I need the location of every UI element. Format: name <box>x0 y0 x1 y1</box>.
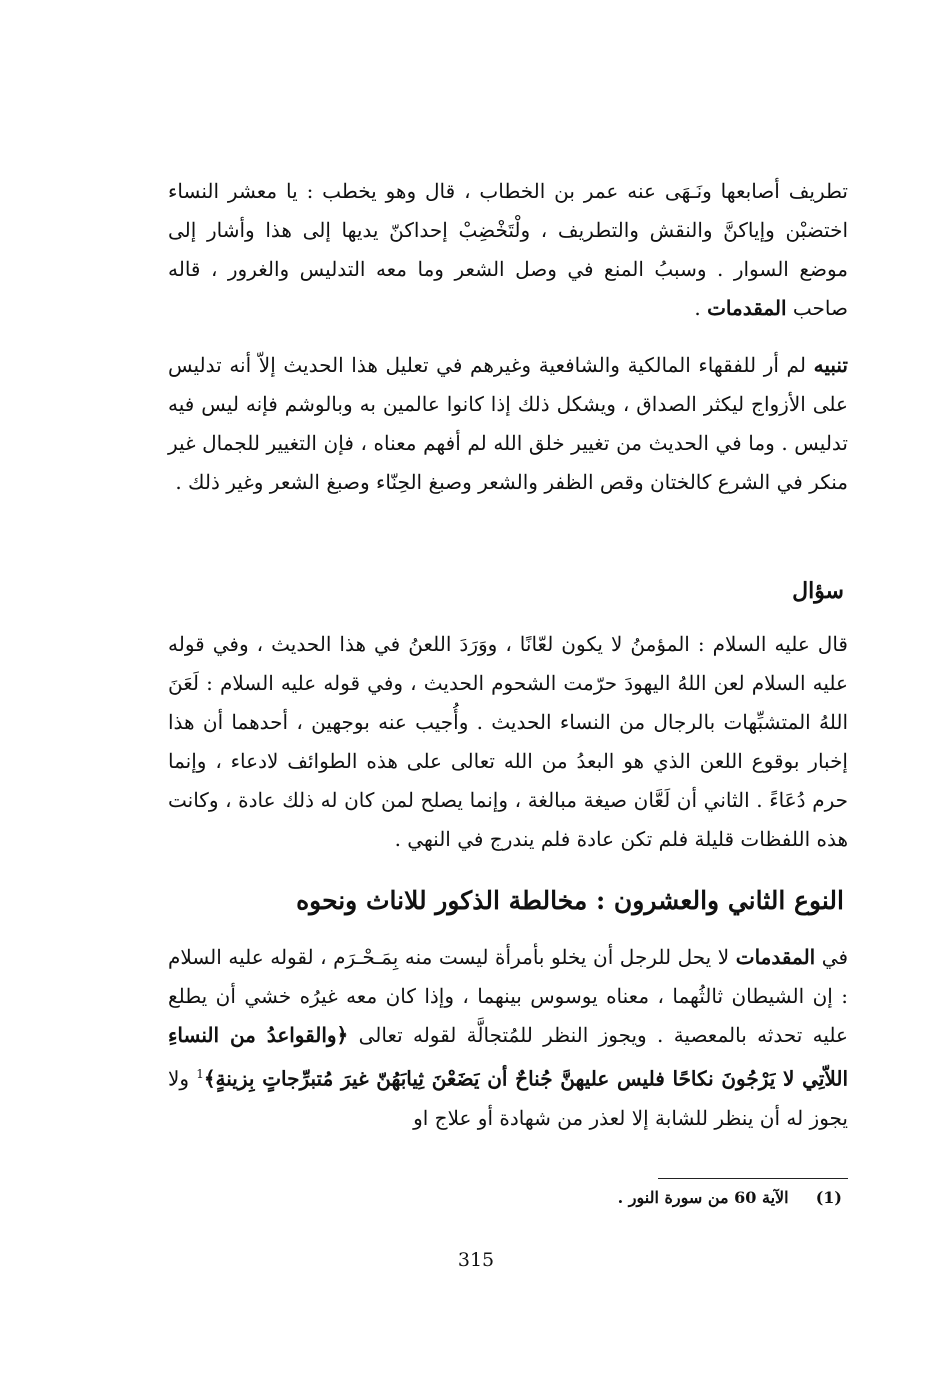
paragraph-2-bold-label: تنبيه <box>813 353 848 377</box>
section-heading: النوع الثاني والعشرون : مخالطة الذكور للاناث ونحوه <box>296 886 844 915</box>
quran-verse: ﴿والقواعدُ من النساءِ اللاّتِي لا يَرْجُونَ نكاحًا فليس عليهنَّ جُناحٌ أن يَضَعْنَ ثِيابَهُنّ غيرَ مُتبرِّجاتٍ بِزينةٍ﴾ <box>168 1023 849 1091</box>
question-heading: سؤال <box>792 578 844 604</box>
paragraph-4-bold-reference: المقدمات <box>735 945 816 969</box>
paragraph-4-prefix: في <box>815 945 848 969</box>
paragraph-3-text: قال عليه السلام : المؤمنُ لا يكون لعّانًا ، ووَرَدَ اللعنُ في هذا الحديث ، وفي قوله عليه السلام لعن اللهُ اليهودَ حرّمت الشحوم الحديث ، وفي قوله عليه السلام : لَعَنَ اللهُ المتشبِّهات بالرجال من النساء الحديث . وأُجيب عنه بوجهين ، أحدهما أن هذا إخبار بوقوع اللعن الذي هو البعدُ من الله تعالى على هذه الطوائف لادعاء ، وإنما حرم دُعَاءً . الثاني أن لَعَّان صيغة مبالغة ، وإنما يصلح لمن كان له ذلك عادة ، وكانت هذه اللفظات قليلة فلم تكن عادة فلم يندرج في النهي . <box>168 632 848 851</box>
footnote-marker[interactable]: 1 <box>196 1067 204 1081</box>
paragraph-1-text: تطريف أصابعها ونَـهَى عنه عمر بن الخطاب ، قال وهو يخطب : يا معشر النساء اختضبْن وإياكنَّ والنقش والتطريف ، ولْتَخْضِبْ إحداكنّ يديها إلى هذا وأشار إلى موضع السوار . وسببُ المنع في وصل الشعر وما معه التدليس والغرور ، قاله صاحب <box>168 179 848 320</box>
paragraph-4-after: ولا يجوز له أن ينظر للشابة إلا لعذر من شهادة أو علاج او <box>168 1066 848 1130</box>
footnote-number: (1) <box>815 1188 842 1207</box>
paragraph-4-text: لا يحل للرجل أن يخلو بأمرأة ليست منه بِمَـحْـرَم ، لقوله عليه السلام : إن الشيطان ثالثُهما ، معناه يوسوس بينهما ، وإذا كان معه غيرُه خشي أن يطلع عليه تحدثه بالمعصية . ويجوز النظر للمُتجالَّة لقوله تعالى <box>168 945 848 1047</box>
footnote-text: الآية 60 من سورة النور . <box>617 1188 789 1207</box>
paragraph-2-text: لم أر للفقهاء المالكية والشافعية وغيرهم في تعليل هذا الحديث إلاّ أنه تدليس على الأزواج ليكثر الصداق ، ويشكل ذلك إذا كانوا عالمين به وبالوشم فإنه ليس فيه تدليس . وما في الحديث من تغيير خلق الله لم أفهم معناه ، فإن التغيير للجمال غير منكر في الشرع كالختان وقص الظفر والشعر وصبغ الحِنّاء وصبغ الشعر وغير ذلك . <box>168 353 848 494</box>
paragraph-1-end: . <box>694 296 708 320</box>
paragraph-4 <box>168 938 848 1138</box>
paragraph-1-bold-reference: المقدمات <box>707 296 787 320</box>
page-number: 315 <box>457 1249 495 1271</box>
footnote <box>618 1188 842 1207</box>
paragraph-1 <box>168 172 848 328</box>
paragraph-2 <box>168 346 848 502</box>
paragraph-3 <box>168 625 848 859</box>
footnote-divider <box>658 1178 848 1179</box>
